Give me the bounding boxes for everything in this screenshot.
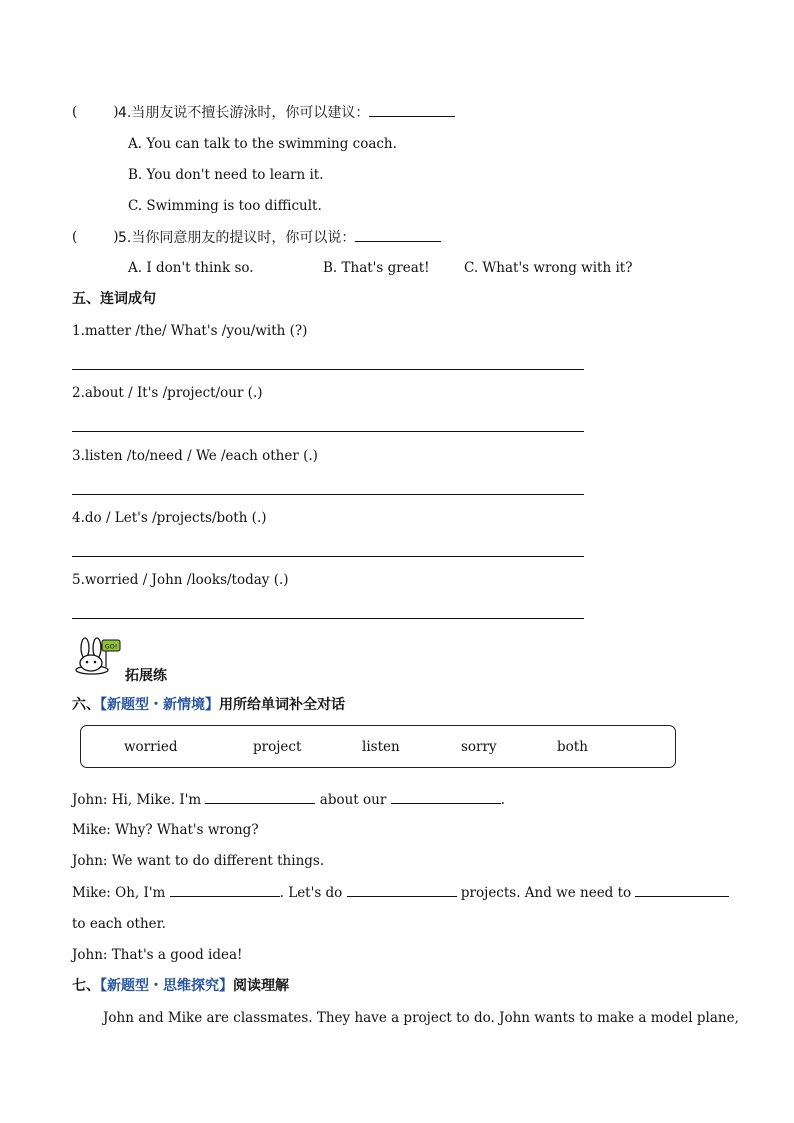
answer-line-4[interactable] bbox=[72, 556, 584, 557]
word-bank-word: sorry bbox=[461, 739, 497, 755]
dialogue-line-3: John: We want to do different things. bbox=[72, 853, 325, 869]
q5-option-b[interactable]: B. That's great! bbox=[323, 260, 430, 276]
dialogue-blank-2[interactable] bbox=[391, 790, 501, 804]
dialogue-line-4: Mike: Oh, I'm . Let's do projects. And we need to bbox=[72, 883, 729, 902]
q4-blank[interactable] bbox=[369, 103, 455, 117]
answer-line-1[interactable] bbox=[72, 369, 584, 370]
dialogue-line-1: John: Hi, Mike. I'm about our . bbox=[72, 792, 505, 808]
word-bank-word: worried bbox=[124, 739, 178, 755]
svg-text:GO!: GO! bbox=[104, 642, 118, 651]
sentence-item-1: 1.matter /the/ What's /you/with (?) bbox=[72, 323, 308, 339]
word-bank-box bbox=[80, 725, 676, 768]
dialogue-line-6: John: That's a good idea! bbox=[72, 947, 243, 963]
answer-line-3[interactable] bbox=[72, 494, 584, 495]
q5-option-c[interactable]: C. What's wrong with it? bbox=[464, 260, 633, 276]
word-bank-word: listen bbox=[362, 739, 400, 755]
rabbit-mascot-icon bbox=[72, 636, 124, 676]
sentence-item-3: 3.listen /to/need / We /each other (.) bbox=[72, 448, 318, 464]
sentence-item-4: 4.do / Let's /projects/both (.) bbox=[72, 510, 267, 526]
answer-line-2[interactable] bbox=[72, 431, 584, 432]
section5-title: 五、连词成句 bbox=[72, 291, 156, 307]
q4-option-b[interactable]: B. You don't need to learn it. bbox=[128, 167, 324, 183]
dialogue-blank-3[interactable] bbox=[170, 883, 280, 897]
section6-title: 六、【新题型・新情境】用所给单词补全对话 bbox=[72, 697, 345, 713]
sentence-item-5: 5.worried / John /looks/today (.) bbox=[72, 572, 289, 588]
dialogue-blank-4[interactable] bbox=[347, 883, 457, 897]
word-bank-word: project bbox=[253, 739, 302, 755]
q5-answer-paren[interactable]: ( ) bbox=[72, 229, 119, 245]
q5-option-a[interactable]: A. I don't think so. bbox=[128, 260, 254, 276]
sentence-item-2: 2.about / It's /project/our (.) bbox=[72, 385, 263, 401]
dialogue-line-2: Mike: Why? What's wrong? bbox=[72, 822, 259, 838]
extend-practice-label: 拓展练 bbox=[125, 668, 167, 684]
word-bank-word: both bbox=[557, 739, 588, 755]
q5-stem: 5.当你同意朋友的提议时，你可以说： bbox=[118, 228, 441, 247]
dialogue-blank-5[interactable] bbox=[635, 883, 729, 897]
dialogue-line-5: to each other. bbox=[72, 916, 166, 932]
section7-title: 七、【新题型・思维探究】阅读理解 bbox=[72, 978, 289, 994]
q4-option-c[interactable]: C. Swimming is too difficult. bbox=[128, 198, 322, 214]
q4-stem: 4.当朋友说不擅长游泳时，你可以建议： bbox=[118, 103, 455, 122]
q4-option-a[interactable]: A. You can talk to the swimming coach. bbox=[128, 136, 397, 152]
answer-line-5[interactable] bbox=[72, 618, 584, 619]
reading-passage: John and Mike are classmates. They have a project to do. John wants to make a model plane, bbox=[103, 1010, 739, 1026]
q5-blank[interactable] bbox=[355, 228, 441, 242]
dialogue-blank-1[interactable] bbox=[205, 790, 315, 804]
q4-answer-paren[interactable]: ( ) bbox=[72, 104, 119, 120]
